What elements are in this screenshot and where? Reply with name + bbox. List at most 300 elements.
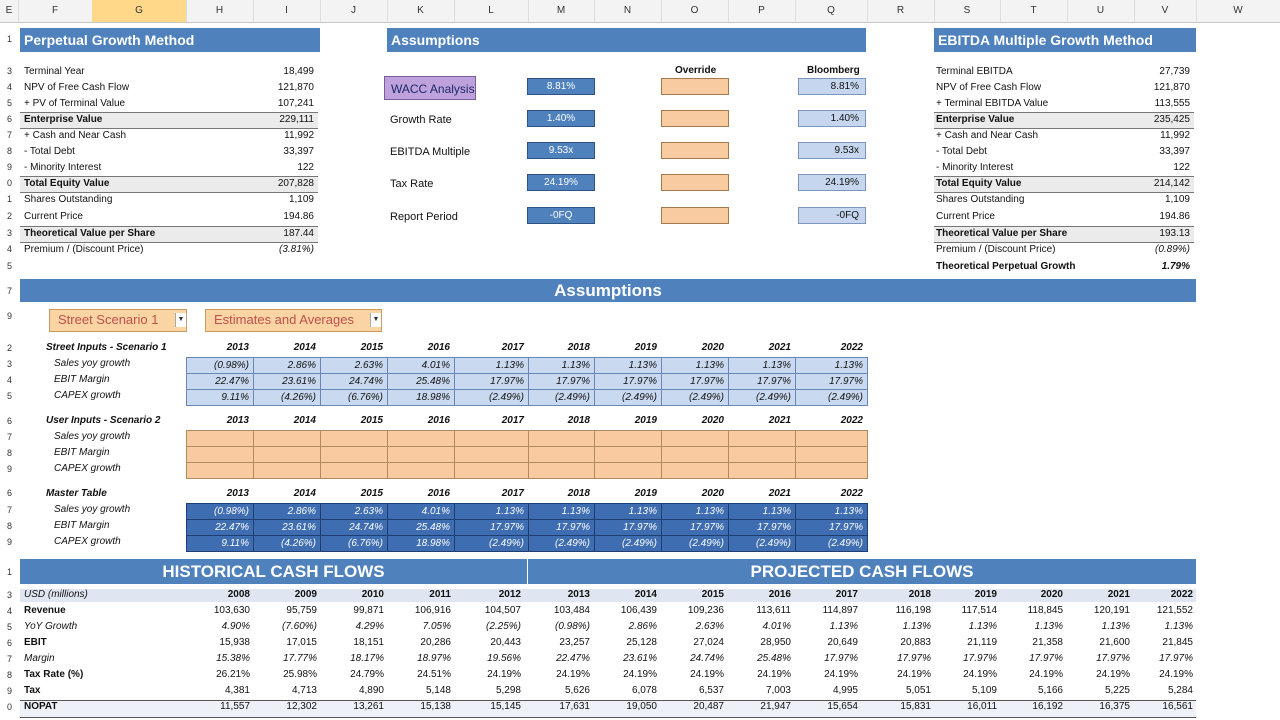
street-cell: (2.49%) xyxy=(728,389,796,406)
year-header: 2019 xyxy=(634,342,657,353)
cashflow-value: 4,381 xyxy=(224,685,250,696)
ebitda-value: 235,425 xyxy=(1153,114,1190,125)
cashflow-value: 2.86% xyxy=(628,621,657,632)
column-header-J[interactable]: J xyxy=(320,0,388,22)
year-header: 2019 xyxy=(634,488,657,499)
override-input[interactable] xyxy=(661,78,729,95)
ebitda-label: Current Price xyxy=(936,211,995,222)
street-cell: 1.13% xyxy=(454,357,529,374)
cashflow-value: 19,050 xyxy=(626,701,657,712)
ebitda-value: 214,142 xyxy=(1153,178,1190,189)
row-number[interactable]: 9 xyxy=(6,162,12,172)
ebitda-value: 193.13 xyxy=(1159,228,1190,239)
row-number[interactable]: 6 xyxy=(6,114,12,124)
user-cell[interactable] xyxy=(728,462,796,479)
cashflow-value: 21,947 xyxy=(760,701,791,712)
cashflow-value: 15,138 xyxy=(420,701,451,712)
cashflow-value: 16,375 xyxy=(1099,701,1130,712)
user-cell[interactable] xyxy=(795,430,868,447)
column-header-I[interactable]: I xyxy=(253,0,321,22)
cashflow-value: 2.63% xyxy=(695,621,724,632)
street-cell: 9.11% xyxy=(186,389,254,406)
street-cell: 2.63% xyxy=(320,357,388,374)
perpetual-value: 194.86 xyxy=(283,211,314,222)
cashflow-value: 21,119 xyxy=(967,637,997,648)
perpetual-value: 121,870 xyxy=(277,82,314,93)
row-number[interactable]: 5 xyxy=(6,98,12,108)
cashflow-year: 2012 xyxy=(498,589,521,600)
ebitda-label: Enterprise Value xyxy=(936,114,1015,125)
projected-banner xyxy=(528,559,1196,584)
cashflow-value: 24.19% xyxy=(897,669,931,680)
cashflow-value: 18.17% xyxy=(350,653,384,664)
cashflow-value: 113,611 xyxy=(756,605,791,616)
row-number[interactable]: 0 xyxy=(6,702,12,712)
perpetual-label: NPV of Free Cash Flow xyxy=(24,82,130,93)
year-header: 2022 xyxy=(840,488,863,499)
perpetual-label: Total Equity Value xyxy=(24,178,110,189)
column-header-H[interactable]: H xyxy=(186,0,254,22)
cashflow-value: 95,759 xyxy=(286,605,317,616)
cashflow-value: 27,024 xyxy=(693,637,724,648)
year-header: 2020 xyxy=(701,488,724,499)
year-header: 2020 xyxy=(701,342,724,353)
cashflow-value: 17.97% xyxy=(1096,653,1130,664)
bloomberg-header: Bloomberg xyxy=(807,65,860,76)
cashflow-value: 24.19% xyxy=(757,669,791,680)
street-row-label: CAPEX growth xyxy=(54,390,121,401)
street-cell: (6.76%) xyxy=(320,389,388,406)
user-cell[interactable] xyxy=(661,430,729,447)
cashflow-value: 5,298 xyxy=(495,685,521,696)
override-input[interactable] xyxy=(661,110,729,127)
wacc-analysis-button[interactable]: WACC Analysis xyxy=(384,76,476,100)
perpetual-label: Current Price xyxy=(24,211,83,222)
row-number[interactable]: 9 xyxy=(6,464,12,474)
cashflow-value: 17.97% xyxy=(1159,653,1193,664)
bloomberg-value: 24.19% xyxy=(798,174,866,191)
cashflow-value: 103,630 xyxy=(213,605,250,616)
user-cell[interactable] xyxy=(320,446,388,463)
street-cell: 17.97% xyxy=(528,373,595,390)
ebitda-value: 1.79% xyxy=(1161,261,1190,272)
user-cell[interactable] xyxy=(661,462,729,479)
column-header-N[interactable]: N xyxy=(594,0,662,22)
street-row-label: EBIT Margin xyxy=(54,374,110,385)
assumption-input[interactable]: 24.19% xyxy=(527,174,595,191)
user-cell[interactable] xyxy=(528,446,595,463)
street-cell: (0.98%) xyxy=(186,357,254,374)
user-cell[interactable] xyxy=(454,462,529,479)
user-cell[interactable] xyxy=(320,462,388,479)
cashflow-value: 25.98% xyxy=(283,669,317,680)
master-cell: 17.97% xyxy=(454,519,529,536)
chevron-down-icon[interactable]: ▼ xyxy=(175,313,186,327)
column-header-R[interactable]: R xyxy=(867,0,935,22)
cashflow-value: 1.13% xyxy=(1164,621,1193,632)
cashflow-value: 23.61% xyxy=(623,653,657,664)
ebitda-value: 194.86 xyxy=(1159,211,1190,222)
master-cell: 17.97% xyxy=(528,519,595,536)
row-number[interactable]: 8 xyxy=(6,521,12,531)
cashflow-value: 24.74% xyxy=(690,653,724,664)
year-header: 2015 xyxy=(360,415,383,426)
cashflow-value: 4,890 xyxy=(358,685,384,696)
cashflow-value: 20,286 xyxy=(420,637,451,648)
master-cell: 2.86% xyxy=(253,503,321,520)
ebitda-value: 27,739 xyxy=(1159,66,1190,77)
master-cell: 25.48% xyxy=(387,519,455,536)
cashflow-value: 24.19% xyxy=(1096,669,1130,680)
cashflow-value: 5,225 xyxy=(1104,685,1130,696)
perpetual-label: - Total Debt xyxy=(24,146,75,157)
cashflow-value: 17.97% xyxy=(1029,653,1063,664)
user-cell[interactable] xyxy=(253,430,321,447)
cashflow-value: 6,537 xyxy=(698,685,724,696)
column-header-U[interactable]: U xyxy=(1067,0,1135,22)
year-header: 2014 xyxy=(293,342,316,353)
row-number[interactable]: 4 xyxy=(6,375,12,385)
year-header: 2013 xyxy=(226,415,249,426)
row-number[interactable]: 6 xyxy=(6,488,12,498)
row-number[interactable]: 0 xyxy=(6,178,12,188)
street-cell: 24.74% xyxy=(320,373,388,390)
column-header-P[interactable]: P xyxy=(728,0,796,22)
user-cell[interactable] xyxy=(728,446,796,463)
street-cell: 18.98% xyxy=(387,389,455,406)
year-header: 2015 xyxy=(360,342,383,353)
row-number[interactable]: 4 xyxy=(6,606,12,616)
column-header-Q[interactable]: Q xyxy=(795,0,868,22)
column-header-V[interactable]: V xyxy=(1134,0,1197,22)
user-cell[interactable] xyxy=(387,446,455,463)
row-number[interactable]: 5 xyxy=(6,622,12,632)
perpetual-value: 18,499 xyxy=(283,66,314,77)
row-number[interactable]: 7 xyxy=(6,130,12,140)
ebitda-value: (0.89%) xyxy=(1154,244,1190,255)
user-cell[interactable] xyxy=(728,430,796,447)
cashflow-value: 24.19% xyxy=(690,669,724,680)
ebitda-value: 1,109 xyxy=(1164,194,1190,205)
master-cell: 9.11% xyxy=(186,535,254,552)
street-cell: 17.97% xyxy=(454,373,529,390)
perpetual-value: 229,111 xyxy=(279,114,314,125)
year-header: 2021 xyxy=(768,342,791,353)
assumptions-banner: Assumptions xyxy=(20,279,1196,302)
row-number[interactable]: 9 xyxy=(6,311,12,321)
master-cell: (2.49%) xyxy=(795,535,868,552)
assumption-input[interactable]: -0FQ xyxy=(527,207,595,224)
override-input[interactable] xyxy=(661,174,729,191)
user-cell[interactable] xyxy=(186,430,254,447)
cashflow-value: 20,443 xyxy=(490,637,521,648)
cashflow-value: 104,507 xyxy=(484,605,521,616)
user-cell[interactable] xyxy=(454,430,529,447)
row-number[interactable]: 4 xyxy=(6,82,12,92)
cashflow-year: 2010 xyxy=(361,589,384,600)
estimates-dropdown-value: Estimates and Averages xyxy=(214,312,354,327)
street-cell: (2.49%) xyxy=(795,389,868,406)
column-header-bar xyxy=(0,0,1280,23)
user-cell[interactable] xyxy=(387,430,455,447)
override-input[interactable] xyxy=(661,207,729,224)
cashflow-value: 1.13% xyxy=(829,621,858,632)
column-header-F[interactable]: F xyxy=(18,0,93,22)
cashflow-value: 17,015 xyxy=(286,637,317,648)
year-header: 2018 xyxy=(567,488,590,499)
row-number[interactable]: 5 xyxy=(6,261,12,271)
historical-title: HISTORICAL CASH FLOWS xyxy=(162,562,385,581)
perpetual-value: 33,397 xyxy=(283,146,314,157)
row-number[interactable]: 8 xyxy=(6,146,12,156)
scenario-dropdown[interactable] xyxy=(49,309,187,332)
master-cell: (6.76%) xyxy=(320,535,388,552)
street-cell: 2.86% xyxy=(253,357,321,374)
user-cell[interactable] xyxy=(454,446,529,463)
user-cell[interactable] xyxy=(253,462,321,479)
row-number[interactable]: 1 xyxy=(6,567,12,577)
unit-label: USD (millions) xyxy=(24,589,88,600)
assumption-input[interactable]: 1.40% xyxy=(527,110,595,127)
perpetual-label: - Minority Interest xyxy=(24,162,102,173)
ebitda-label: Terminal EBITDA xyxy=(936,66,1013,77)
year-header: 2015 xyxy=(360,488,383,499)
street-cell: (2.49%) xyxy=(661,389,729,406)
cashflow-year: 2016 xyxy=(768,589,791,600)
user-cell[interactable] xyxy=(186,462,254,479)
assumption-input[interactable]: 9.53x xyxy=(527,142,595,159)
cashflow-value: 17.97% xyxy=(824,653,858,664)
user-cell[interactable] xyxy=(528,430,595,447)
row-number[interactable]: 2 xyxy=(6,343,12,353)
master-row-label: CAPEX growth xyxy=(54,536,121,547)
master-cell: (2.49%) xyxy=(661,535,729,552)
cashflow-label: Margin xyxy=(24,653,55,664)
master-cell: 22.47% xyxy=(186,519,254,536)
cashflow-value: 5,166 xyxy=(1037,685,1063,696)
cashflow-value: 17.97% xyxy=(897,653,931,664)
estimates-dropdown[interactable] xyxy=(205,309,382,332)
cashflow-value: 24.51% xyxy=(417,669,451,680)
cashflow-value: 28,950 xyxy=(760,637,791,648)
cashflow-value: 4.29% xyxy=(355,621,384,632)
row-number[interactable]: 6 xyxy=(6,638,12,648)
row-number[interactable]: 1 xyxy=(6,194,12,204)
ebitda-label: Shares Outstanding xyxy=(936,194,1025,205)
year-header: 2014 xyxy=(293,415,316,426)
cashflow-value: (7.60%) xyxy=(281,621,317,632)
cashflow-value: 99,871 xyxy=(353,605,384,616)
year-header: 2013 xyxy=(226,488,249,499)
row-number[interactable]: 7 xyxy=(6,432,12,442)
cashflow-value: 20,649 xyxy=(827,637,858,648)
perpetual-label: Shares Outstanding xyxy=(24,194,113,205)
user-cell[interactable] xyxy=(320,430,388,447)
master-cell: 17.97% xyxy=(661,519,729,536)
master-cell: 1.13% xyxy=(795,503,868,520)
master-cell: (2.49%) xyxy=(728,535,796,552)
master-cell: 1.13% xyxy=(594,503,662,520)
override-input[interactable] xyxy=(661,142,729,159)
cashflow-year: 2018 xyxy=(908,589,931,600)
ebitda-value: 113,555 xyxy=(1154,98,1190,109)
cashflow-label: Revenue xyxy=(24,605,66,616)
cashflow-value: 25,128 xyxy=(626,637,657,648)
year-header: 2021 xyxy=(768,488,791,499)
ebitda-value: 33,397 xyxy=(1159,146,1190,157)
street-cell: 23.61% xyxy=(253,373,321,390)
ebitda-label: NPV of Free Cash Flow xyxy=(936,82,1042,93)
street-cell: (2.49%) xyxy=(594,389,662,406)
street-cell: 17.97% xyxy=(661,373,729,390)
street-cell: 1.13% xyxy=(795,357,868,374)
cashflow-value: 19.56% xyxy=(487,653,521,664)
row-number[interactable]: 8 xyxy=(6,448,12,458)
row-number[interactable]: 3 xyxy=(6,590,12,600)
row-number[interactable]: 7 xyxy=(6,286,12,296)
row-number[interactable]: 5 xyxy=(6,391,12,401)
cashflow-value: 7,003 xyxy=(765,685,791,696)
year-header: 2018 xyxy=(567,342,590,353)
cashflow-year: 2020 xyxy=(1040,589,1063,600)
year-header: 2016 xyxy=(427,342,450,353)
cashflow-value: 15.38% xyxy=(216,653,250,664)
year-header: 2016 xyxy=(427,488,450,499)
column-header-K[interactable]: K xyxy=(387,0,455,22)
cashflow-value: 21,845 xyxy=(1162,637,1193,648)
user-cell[interactable] xyxy=(594,462,662,479)
row-number[interactable]: 9 xyxy=(6,686,12,696)
column-header-E[interactable]: E xyxy=(0,0,19,22)
cashflow-label: YoY Growth xyxy=(24,621,78,632)
row-number[interactable]: 6 xyxy=(6,416,12,426)
cashflow-year: 2017 xyxy=(835,589,858,600)
column-header-M[interactable]: M xyxy=(528,0,595,22)
row-number[interactable]: 7 xyxy=(6,505,12,515)
cashflow-value: 21,358 xyxy=(1032,637,1063,648)
user-cell[interactable] xyxy=(795,462,868,479)
cashflow-value: (0.98%) xyxy=(554,621,590,632)
override-header: Override xyxy=(675,65,717,76)
ebitda-label: Total Equity Value xyxy=(936,178,1022,189)
street-cell: 22.47% xyxy=(186,373,254,390)
user-cell[interactable] xyxy=(594,446,662,463)
cashflow-value: 17,631 xyxy=(559,701,590,712)
cashflow-value: 17.77% xyxy=(283,653,317,664)
assumption-input[interactable]: 8.81% xyxy=(527,78,595,95)
user-row-label: Sales yoy growth xyxy=(54,431,131,442)
cashflow-year: 2011 xyxy=(429,589,451,600)
master-cell: 1.13% xyxy=(728,503,796,520)
column-header-W[interactable]: W xyxy=(1196,0,1280,22)
cashflow-year: 2008 xyxy=(227,589,250,600)
row-number[interactable]: 4 xyxy=(6,244,12,254)
street-cell: 17.97% xyxy=(728,373,796,390)
cashflow-value: 109,236 xyxy=(687,605,724,616)
assumption-label: Growth Rate xyxy=(390,114,452,126)
column-header-O[interactable]: O xyxy=(661,0,729,22)
row-number[interactable]: 3 xyxy=(6,228,12,238)
cashflow-value: 22.47% xyxy=(556,653,590,664)
cashflow-value: 103,484 xyxy=(553,605,590,616)
row-number[interactable]: 2 xyxy=(6,211,12,221)
street-cell: 1.13% xyxy=(528,357,595,374)
cashflow-year: 2022 xyxy=(1170,589,1193,600)
perpetual-label: Premium / (Discount Price) xyxy=(24,244,144,255)
user-cell[interactable] xyxy=(594,430,662,447)
chevron-down-icon[interactable]: ▼ xyxy=(370,313,381,327)
user-cell[interactable] xyxy=(253,446,321,463)
master-cell: (2.49%) xyxy=(454,535,529,552)
column-header-S[interactable]: S xyxy=(934,0,1001,22)
cashflow-value: 116,198 xyxy=(895,605,931,616)
user-cell[interactable] xyxy=(661,446,729,463)
cashflow-label: Tax Rate (%) xyxy=(24,669,84,680)
street-row-label: Sales yoy growth xyxy=(54,358,131,369)
year-header: 2017 xyxy=(501,415,524,426)
cashflow-value: 6,078 xyxy=(631,685,657,696)
perpetual-label: + PV of Terminal Value xyxy=(24,98,126,109)
cashflow-value: 24.19% xyxy=(556,669,590,680)
user-cell[interactable] xyxy=(795,446,868,463)
column-header-T[interactable]: T xyxy=(1000,0,1068,22)
street-cell: (4.26%) xyxy=(253,389,321,406)
year-header: 2016 xyxy=(427,415,450,426)
cashflow-year: 2019 xyxy=(974,589,997,600)
row-number[interactable]: 8 xyxy=(6,670,12,680)
cashflow-value: 4.90% xyxy=(221,621,250,632)
row-number[interactable]: 9 xyxy=(6,537,12,547)
master-cell: (0.98%) xyxy=(186,503,254,520)
cashflow-value: 5,051 xyxy=(905,685,931,696)
street-cell: 1.13% xyxy=(594,357,662,374)
column-header-L[interactable]: L xyxy=(454,0,529,22)
row-number[interactable]: 1 xyxy=(6,34,12,44)
perpetual-value: 122 xyxy=(297,162,314,173)
column-header-G[interactable]: G xyxy=(92,0,187,22)
year-header: 2022 xyxy=(840,415,863,426)
year-header: 2021 xyxy=(768,415,791,426)
user-title: User Inputs - Scenario 2 xyxy=(46,415,161,426)
master-cell: 1.13% xyxy=(528,503,595,520)
cashflow-value: 12,302 xyxy=(286,701,317,712)
row-number[interactable]: 3 xyxy=(6,359,12,369)
perpetual-value: 207,828 xyxy=(277,178,314,189)
perpetual-value: 1,109 xyxy=(288,194,314,205)
cashflow-value: 106,439 xyxy=(620,605,657,616)
user-cell[interactable] xyxy=(387,462,455,479)
cashflow-value: 15,654 xyxy=(827,701,858,712)
ebitda-label: Premium / (Discount Price) xyxy=(936,244,1056,255)
street-cell: 17.97% xyxy=(594,373,662,390)
user-cell[interactable] xyxy=(528,462,595,479)
row-number[interactable]: 3 xyxy=(6,66,12,76)
cashflow-value: 4.01% xyxy=(762,621,791,632)
master-cell: (2.49%) xyxy=(528,535,595,552)
row-number[interactable]: 7 xyxy=(6,654,12,664)
ebitda-label: + Terminal EBITDA Value xyxy=(936,98,1049,109)
user-cell[interactable] xyxy=(186,446,254,463)
cashflow-year: 2013 xyxy=(567,589,590,600)
ebitda-label: - Total Debt xyxy=(936,146,987,157)
cashflow-value: 25.48% xyxy=(757,653,791,664)
cashflow-value: 11,557 xyxy=(220,701,250,712)
street-cell: (2.49%) xyxy=(528,389,595,406)
master-cell: 17.97% xyxy=(728,519,796,536)
bloomberg-value: -0FQ xyxy=(798,207,866,224)
year-header: 2014 xyxy=(293,488,316,499)
cashflow-value: 20,487 xyxy=(693,701,724,712)
